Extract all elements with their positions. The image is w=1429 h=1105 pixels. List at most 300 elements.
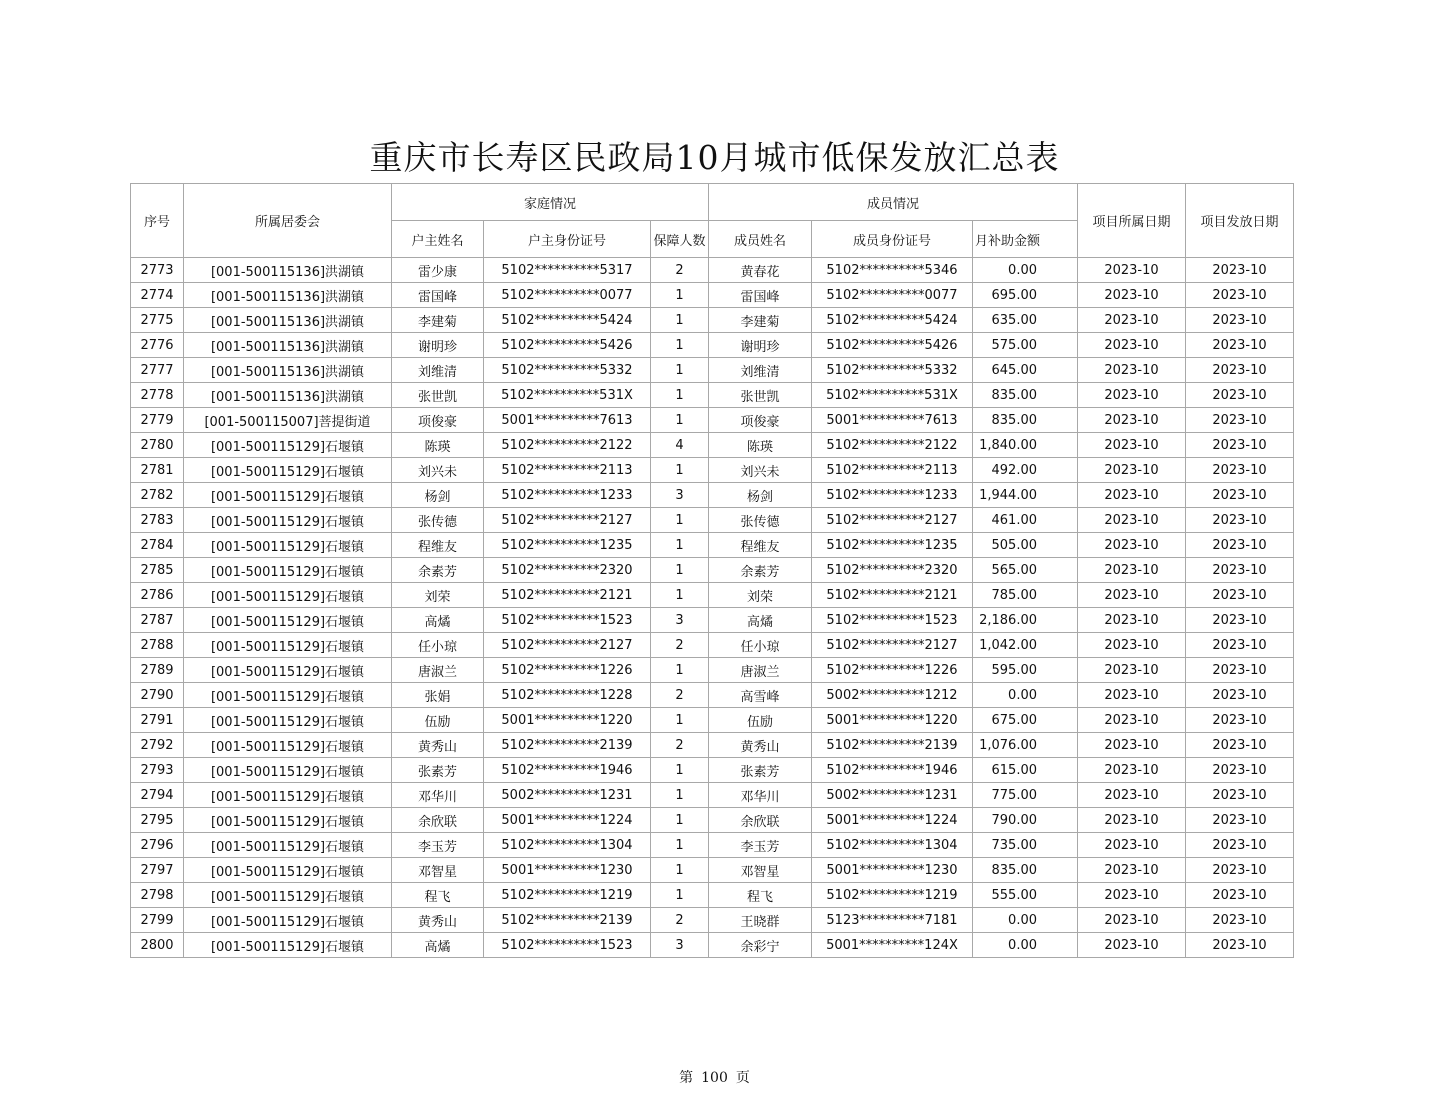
cell-member-name: 刘兴未 — [709, 458, 812, 483]
cell-head-name: 任小琼 — [392, 633, 484, 658]
cell-head-id: 5102**********5424 — [484, 308, 651, 333]
cell-member-id: 5102**********2113 — [812, 458, 973, 483]
cell-subsidy: 0.00 — [973, 683, 1078, 708]
cell-subsidy: 635.00 — [973, 308, 1078, 333]
cell-head-name: 刘维清 — [392, 358, 484, 383]
cell-payout-month: 2023-10 — [1186, 558, 1294, 583]
cell-head-name: 高燏 — [392, 608, 484, 633]
cell-covered: 4 — [651, 433, 709, 458]
cell-project-month: 2023-10 — [1078, 408, 1186, 433]
cell-head-id: 5102**********2121 — [484, 583, 651, 608]
table-row — [131, 683, 1294, 708]
cell-covered: 1 — [651, 358, 709, 383]
cell-project-month: 2023-10 — [1078, 383, 1186, 408]
cell-project-month: 2023-10 — [1078, 308, 1186, 333]
cell-member-id: 5102**********1946 — [812, 758, 973, 783]
cell-committee: [001-500115129]石堰镇 — [184, 458, 392, 483]
cell-covered: 2 — [651, 908, 709, 933]
header-member-id: 成员身份证号 — [812, 221, 973, 258]
cell-committee: [001-500115129]石堰镇 — [184, 658, 392, 683]
cell-head-name: 杨剑 — [392, 483, 484, 508]
cell-committee: [001-500115129]石堰镇 — [184, 833, 392, 858]
cell-seq: 2783 — [131, 508, 184, 533]
cell-head-id: 5001**********7613 — [484, 408, 651, 433]
cell-head-name: 余欣联 — [392, 808, 484, 833]
cell-payout-month: 2023-10 — [1186, 608, 1294, 633]
cell-head-name: 黄秀山 — [392, 733, 484, 758]
cell-project-month: 2023-10 — [1078, 783, 1186, 808]
header-covered: 保障人数 — [651, 221, 709, 258]
cell-project-month: 2023-10 — [1078, 908, 1186, 933]
cell-payout-month: 2023-10 — [1186, 758, 1294, 783]
cell-covered: 1 — [651, 283, 709, 308]
cell-subsidy: 555.00 — [973, 883, 1078, 908]
cell-member-name: 陈瑛 — [709, 433, 812, 458]
cell-head-name: 雷少康 — [392, 258, 484, 283]
cell-payout-month: 2023-10 — [1186, 783, 1294, 808]
cell-member-name: 李玉芳 — [709, 833, 812, 858]
cell-covered: 1 — [651, 458, 709, 483]
cell-head-name: 项俊豪 — [392, 408, 484, 433]
cell-payout-month: 2023-10 — [1186, 833, 1294, 858]
cell-member-id: 5123**********7181 — [812, 908, 973, 933]
cell-payout-month: 2023-10 — [1186, 883, 1294, 908]
cell-covered: 1 — [651, 558, 709, 583]
cell-seq: 2795 — [131, 808, 184, 833]
cell-member-name: 高燏 — [709, 608, 812, 633]
header-member-name: 成员姓名 — [709, 221, 812, 258]
table-row — [131, 483, 1294, 508]
table-row — [131, 308, 1294, 333]
cell-committee: [001-500115129]石堰镇 — [184, 633, 392, 658]
cell-seq: 2800 — [131, 933, 184, 958]
cell-subsidy: 0.00 — [973, 258, 1078, 283]
cell-subsidy: 575.00 — [973, 333, 1078, 358]
cell-covered: 1 — [651, 583, 709, 608]
cell-member-id: 5102**********2122 — [812, 433, 973, 458]
cell-subsidy: 735.00 — [973, 833, 1078, 858]
cell-payout-month: 2023-10 — [1186, 358, 1294, 383]
cell-payout-month: 2023-10 — [1186, 458, 1294, 483]
cell-member-name: 任小琼 — [709, 633, 812, 658]
cell-covered: 1 — [651, 658, 709, 683]
cell-member-name: 伍励 — [709, 708, 812, 733]
table-row — [131, 908, 1294, 933]
cell-payout-month: 2023-10 — [1186, 508, 1294, 533]
cell-covered: 1 — [651, 708, 709, 733]
cell-seq: 2791 — [131, 708, 184, 733]
table-row — [131, 533, 1294, 558]
footer-prefix: 第 — [679, 1070, 694, 1086]
cell-member-id: 5102**********1304 — [812, 833, 973, 858]
cell-member-id: 5002**********1231 — [812, 783, 973, 808]
cell-project-month: 2023-10 — [1078, 708, 1186, 733]
cell-head-id: 5102**********1523 — [484, 933, 651, 958]
cell-covered: 1 — [651, 383, 709, 408]
cell-head-id: 5102**********1226 — [484, 658, 651, 683]
cell-project-month: 2023-10 — [1078, 583, 1186, 608]
cell-head-id: 5102**********5426 — [484, 333, 651, 358]
table-header — [131, 184, 1294, 258]
table-body — [131, 258, 1294, 958]
cell-project-month: 2023-10 — [1078, 283, 1186, 308]
cell-covered: 1 — [651, 808, 709, 833]
cell-head-name: 谢明珍 — [392, 333, 484, 358]
cell-committee: [001-500115129]石堰镇 — [184, 783, 392, 808]
cell-seq: 2776 — [131, 333, 184, 358]
cell-member-id: 5102**********1219 — [812, 883, 973, 908]
cell-subsidy: 835.00 — [973, 858, 1078, 883]
cell-member-name: 高雪峰 — [709, 683, 812, 708]
cell-project-month: 2023-10 — [1078, 633, 1186, 658]
cell-project-month: 2023-10 — [1078, 433, 1186, 458]
cell-payout-month: 2023-10 — [1186, 583, 1294, 608]
cell-head-id: 5102**********1219 — [484, 883, 651, 908]
cell-payout-month: 2023-10 — [1186, 283, 1294, 308]
cell-member-id: 5102**********1235 — [812, 533, 973, 558]
cell-subsidy: 775.00 — [973, 783, 1078, 808]
cell-member-name: 余素芳 — [709, 558, 812, 583]
cell-project-month: 2023-10 — [1078, 533, 1186, 558]
cell-project-month: 2023-10 — [1078, 758, 1186, 783]
cell-head-name: 雷国峰 — [392, 283, 484, 308]
cell-payout-month: 2023-10 — [1186, 633, 1294, 658]
page-number: 100 — [701, 1070, 728, 1086]
cell-committee: [001-500115129]石堰镇 — [184, 758, 392, 783]
cell-project-month: 2023-10 — [1078, 858, 1186, 883]
cell-seq: 2788 — [131, 633, 184, 658]
cell-seq: 2787 — [131, 608, 184, 633]
cell-payout-month: 2023-10 — [1186, 483, 1294, 508]
table-row — [131, 383, 1294, 408]
cell-seq: 2782 — [131, 483, 184, 508]
cell-project-month: 2023-10 — [1078, 258, 1186, 283]
cell-member-id: 5001**********1230 — [812, 858, 973, 883]
cell-payout-month: 2023-10 — [1186, 433, 1294, 458]
cell-project-month: 2023-10 — [1078, 833, 1186, 858]
table-row — [131, 608, 1294, 633]
page-title: 重庆市长寿区民政局10月城市低保发放汇总表 — [369, 138, 1060, 177]
table-row — [131, 808, 1294, 833]
table-row — [131, 783, 1294, 808]
cell-payout-month: 2023-10 — [1186, 533, 1294, 558]
cell-seq: 2798 — [131, 883, 184, 908]
subsidy-summary-table — [130, 183, 1294, 958]
cell-payout-month: 2023-10 — [1186, 683, 1294, 708]
cell-member-id: 5102**********2121 — [812, 583, 973, 608]
cell-committee: [001-500115129]石堰镇 — [184, 733, 392, 758]
header-member-group: 成员情况 — [709, 184, 1078, 221]
cell-seq: 2789 — [131, 658, 184, 683]
cell-covered: 1 — [651, 533, 709, 558]
cell-committee: [001-500115129]石堰镇 — [184, 608, 392, 633]
cell-seq: 2796 — [131, 833, 184, 858]
cell-head-id: 5102**********1946 — [484, 758, 651, 783]
header-payout-month: 项目发放日期 — [1186, 184, 1294, 258]
cell-head-id: 5102**********2139 — [484, 908, 651, 933]
cell-subsidy: 835.00 — [973, 383, 1078, 408]
table-row — [131, 358, 1294, 383]
cell-committee: [001-500115007]菩提街道 — [184, 408, 392, 433]
cell-committee: [001-500115136]洪湖镇 — [184, 308, 392, 333]
cell-seq: 2781 — [131, 458, 184, 483]
cell-project-month: 2023-10 — [1078, 508, 1186, 533]
cell-project-month: 2023-10 — [1078, 558, 1186, 583]
cell-committee: [001-500115129]石堰镇 — [184, 858, 392, 883]
cell-covered: 1 — [651, 408, 709, 433]
cell-payout-month: 2023-10 — [1186, 408, 1294, 433]
cell-head-name: 张传德 — [392, 508, 484, 533]
cell-member-name: 张世凯 — [709, 383, 812, 408]
cell-subsidy: 0.00 — [973, 908, 1078, 933]
cell-head-id: 5102**********5332 — [484, 358, 651, 383]
table-row — [131, 408, 1294, 433]
cell-member-id: 5102**********0077 — [812, 283, 973, 308]
table-row — [131, 858, 1294, 883]
cell-member-name: 张素芳 — [709, 758, 812, 783]
cell-payout-month: 2023-10 — [1186, 258, 1294, 283]
cell-subsidy: 1,042.00 — [973, 633, 1078, 658]
cell-payout-month: 2023-10 — [1186, 308, 1294, 333]
cell-subsidy: 0.00 — [973, 933, 1078, 958]
cell-covered: 1 — [651, 858, 709, 883]
cell-subsidy: 1,944.00 — [973, 483, 1078, 508]
page-footer — [0, 1067, 1429, 1087]
cell-project-month: 2023-10 — [1078, 808, 1186, 833]
cell-head-id: 5102**********2127 — [484, 633, 651, 658]
header-seq: 序号 — [131, 184, 184, 258]
cell-project-month: 2023-10 — [1078, 358, 1186, 383]
cell-member-name: 谢明珍 — [709, 333, 812, 358]
cell-committee: [001-500115129]石堰镇 — [184, 933, 392, 958]
cell-project-month: 2023-10 — [1078, 883, 1186, 908]
header-subsidy: 月补助金额 — [973, 221, 1078, 258]
table-row — [131, 508, 1294, 533]
cell-head-id: 5102**********0077 — [484, 283, 651, 308]
cell-covered: 1 — [651, 883, 709, 908]
cell-head-name: 程飞 — [392, 883, 484, 908]
cell-payout-month: 2023-10 — [1186, 658, 1294, 683]
cell-head-name: 刘兴未 — [392, 458, 484, 483]
cell-payout-month: 2023-10 — [1186, 733, 1294, 758]
cell-head-id: 5102**********1235 — [484, 533, 651, 558]
cell-subsidy: 565.00 — [973, 558, 1078, 583]
cell-seq: 2778 — [131, 383, 184, 408]
cell-seq: 2793 — [131, 758, 184, 783]
header-committee: 所属居委会 — [184, 184, 392, 258]
cell-head-id: 5001**********1224 — [484, 808, 651, 833]
cell-covered: 2 — [651, 258, 709, 283]
cell-subsidy: 505.00 — [973, 533, 1078, 558]
cell-project-month: 2023-10 — [1078, 658, 1186, 683]
footer-suffix: 页 — [735, 1070, 750, 1086]
table-row — [131, 333, 1294, 358]
cell-head-name: 伍励 — [392, 708, 484, 733]
cell-head-id: 5102**********1523 — [484, 608, 651, 633]
cell-covered: 2 — [651, 733, 709, 758]
cell-member-name: 刘维清 — [709, 358, 812, 383]
cell-seq: 2779 — [131, 408, 184, 433]
cell-committee: [001-500115136]洪湖镇 — [184, 283, 392, 308]
table-row — [131, 633, 1294, 658]
table-row — [131, 258, 1294, 283]
cell-member-name: 雷国峰 — [709, 283, 812, 308]
header-family-group: 家庭情况 — [392, 184, 709, 221]
cell-subsidy: 492.00 — [973, 458, 1078, 483]
cell-seq: 2784 — [131, 533, 184, 558]
cell-project-month: 2023-10 — [1078, 333, 1186, 358]
cell-seq: 2780 — [131, 433, 184, 458]
cell-member-id: 5102**********2139 — [812, 733, 973, 758]
cell-head-name: 余素芳 — [392, 558, 484, 583]
cell-seq: 2797 — [131, 858, 184, 883]
header-project-month: 项目所属日期 — [1078, 184, 1186, 258]
cell-subsidy: 2,186.00 — [973, 608, 1078, 633]
cell-head-name: 李建菊 — [392, 308, 484, 333]
cell-member-id: 5102**********5346 — [812, 258, 973, 283]
table-row — [131, 583, 1294, 608]
cell-payout-month: 2023-10 — [1186, 858, 1294, 883]
cell-payout-month: 2023-10 — [1186, 708, 1294, 733]
cell-member-id: 5102**********5426 — [812, 333, 973, 358]
cell-committee: [001-500115129]石堰镇 — [184, 433, 392, 458]
table-row — [131, 558, 1294, 583]
cell-committee: [001-500115129]石堰镇 — [184, 533, 392, 558]
cell-payout-month: 2023-10 — [1186, 383, 1294, 408]
table-row — [131, 283, 1294, 308]
cell-project-month: 2023-10 — [1078, 458, 1186, 483]
cell-seq: 2777 — [131, 358, 184, 383]
cell-covered: 1 — [651, 758, 709, 783]
cell-subsidy: 1,840.00 — [973, 433, 1078, 458]
cell-committee: [001-500115136]洪湖镇 — [184, 333, 392, 358]
cell-member-name: 程维友 — [709, 533, 812, 558]
cell-member-id: 5102**********2320 — [812, 558, 973, 583]
cell-committee: [001-500115129]石堰镇 — [184, 508, 392, 533]
cell-subsidy: 1,076.00 — [973, 733, 1078, 758]
cell-committee: [001-500115136]洪湖镇 — [184, 358, 392, 383]
cell-committee: [001-500115129]石堰镇 — [184, 583, 392, 608]
cell-project-month: 2023-10 — [1078, 483, 1186, 508]
cell-member-name: 程飞 — [709, 883, 812, 908]
cell-covered: 3 — [651, 933, 709, 958]
cell-seq: 2773 — [131, 258, 184, 283]
cell-member-name: 王晓群 — [709, 908, 812, 933]
cell-covered: 3 — [651, 608, 709, 633]
cell-member-id: 5001**********1224 — [812, 808, 973, 833]
cell-subsidy: 461.00 — [973, 508, 1078, 533]
cell-seq: 2799 — [131, 908, 184, 933]
table-row — [131, 833, 1294, 858]
cell-payout-month: 2023-10 — [1186, 808, 1294, 833]
cell-head-id: 5102**********2122 — [484, 433, 651, 458]
cell-covered: 2 — [651, 633, 709, 658]
cell-member-name: 余彩宁 — [709, 933, 812, 958]
cell-head-id: 5102**********1228 — [484, 683, 651, 708]
cell-head-id: 5001**********1230 — [484, 858, 651, 883]
cell-head-id: 5102**********1304 — [484, 833, 651, 858]
cell-project-month: 2023-10 — [1078, 933, 1186, 958]
cell-committee: [001-500115129]石堰镇 — [184, 683, 392, 708]
cell-member-id: 5102**********1523 — [812, 608, 973, 633]
cell-covered: 2 — [651, 683, 709, 708]
cell-covered: 1 — [651, 833, 709, 858]
cell-seq: 2786 — [131, 583, 184, 608]
cell-member-id: 5001**********124X — [812, 933, 973, 958]
cell-head-name: 唐淑兰 — [392, 658, 484, 683]
table-row — [131, 458, 1294, 483]
cell-covered: 1 — [651, 308, 709, 333]
cell-member-name: 余欣联 — [709, 808, 812, 833]
cell-member-id: 5102**********2127 — [812, 508, 973, 533]
cell-subsidy: 785.00 — [973, 583, 1078, 608]
table-row — [131, 883, 1294, 908]
cell-head-name: 张素芳 — [392, 758, 484, 783]
cell-seq: 2775 — [131, 308, 184, 333]
table-row — [131, 708, 1294, 733]
cell-member-name: 张传德 — [709, 508, 812, 533]
cell-subsidy: 695.00 — [973, 283, 1078, 308]
cell-seq: 2774 — [131, 283, 184, 308]
table-row — [131, 933, 1294, 958]
cell-head-id: 5102**********5317 — [484, 258, 651, 283]
cell-subsidy: 675.00 — [973, 708, 1078, 733]
cell-member-id: 5102**********531X — [812, 383, 973, 408]
cell-head-id: 5102**********2127 — [484, 508, 651, 533]
cell-subsidy: 835.00 — [973, 408, 1078, 433]
cell-committee: [001-500115129]石堰镇 — [184, 483, 392, 508]
cell-member-id: 5001**********1220 — [812, 708, 973, 733]
cell-subsidy: 790.00 — [973, 808, 1078, 833]
cell-committee: [001-500115129]石堰镇 — [184, 558, 392, 583]
cell-head-id: 5002**********1231 — [484, 783, 651, 808]
cell-member-id: 5102**********5332 — [812, 358, 973, 383]
cell-member-id: 5102**********2127 — [812, 633, 973, 658]
cell-head-name: 刘荣 — [392, 583, 484, 608]
cell-payout-month: 2023-10 — [1186, 908, 1294, 933]
cell-payout-month: 2023-10 — [1186, 333, 1294, 358]
cell-covered: 3 — [651, 483, 709, 508]
cell-member-name: 邓华川 — [709, 783, 812, 808]
cell-head-name: 黄秀山 — [392, 908, 484, 933]
cell-committee: [001-500115136]洪湖镇 — [184, 383, 392, 408]
cell-head-name: 邓华川 — [392, 783, 484, 808]
cell-head-name: 张娟 — [392, 683, 484, 708]
cell-head-name: 李玉芳 — [392, 833, 484, 858]
cell-seq: 2794 — [131, 783, 184, 808]
cell-seq: 2785 — [131, 558, 184, 583]
cell-member-id: 5102**********5424 — [812, 308, 973, 333]
cell-project-month: 2023-10 — [1078, 608, 1186, 633]
cell-committee: [001-500115129]石堰镇 — [184, 708, 392, 733]
cell-member-name: 唐淑兰 — [709, 658, 812, 683]
cell-member-id: 5102**********1226 — [812, 658, 973, 683]
cell-member-name: 黄秀山 — [709, 733, 812, 758]
cell-project-month: 2023-10 — [1078, 683, 1186, 708]
cell-committee: [001-500115129]石堰镇 — [184, 908, 392, 933]
cell-payout-month: 2023-10 — [1186, 933, 1294, 958]
cell-member-id: 5102**********1233 — [812, 483, 973, 508]
cell-head-name: 邓智星 — [392, 858, 484, 883]
table-row — [131, 758, 1294, 783]
cell-member-name: 杨剑 — [709, 483, 812, 508]
cell-seq: 2792 — [131, 733, 184, 758]
cell-head-id: 5102**********531X — [484, 383, 651, 408]
cell-seq: 2790 — [131, 683, 184, 708]
table-row — [131, 733, 1294, 758]
cell-member-name: 项俊豪 — [709, 408, 812, 433]
cell-subsidy: 645.00 — [973, 358, 1078, 383]
